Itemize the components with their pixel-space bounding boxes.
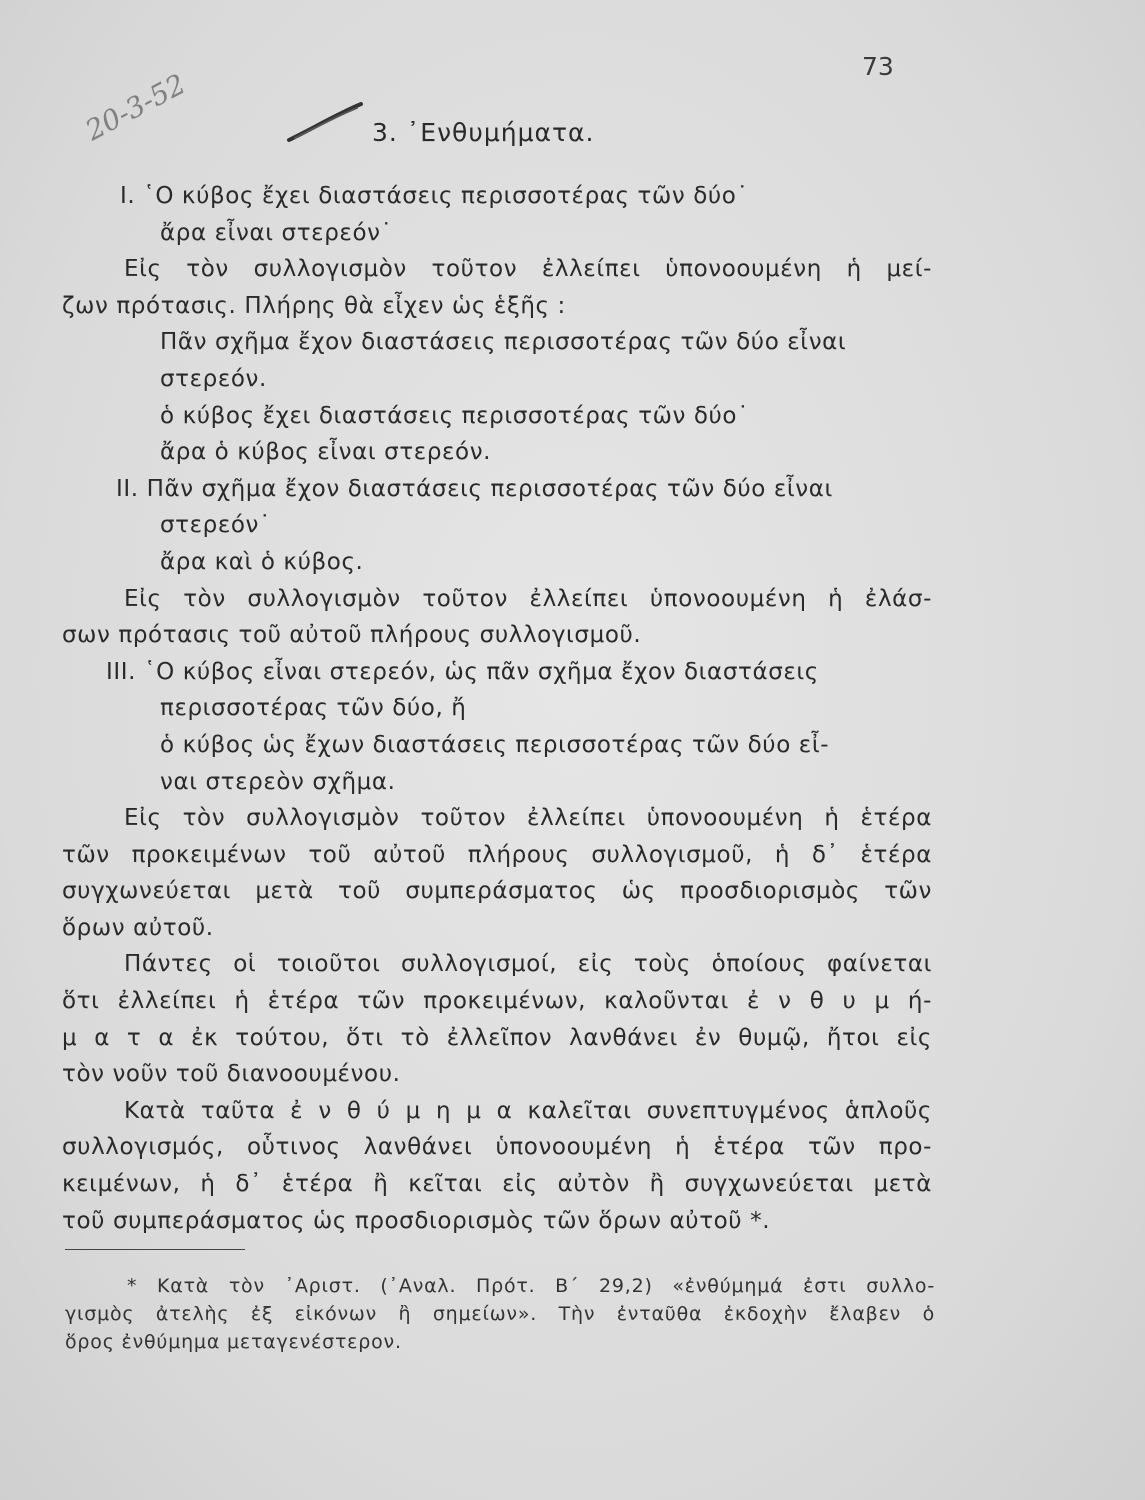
example-i-text: ῾Ο κύβος ἔχει διαστάσεις περισσοτέρας τῶν δύο˙ [143, 183, 749, 209]
footnote-line-3: ὅρος ἐνθύμημα μεταγενέστερον. [65, 1331, 402, 1353]
example-ii-text: Πᾶν σχῆμα ἔχον διαστάσεις περισσοτέρας τῶν δύο εἶναι [146, 475, 833, 502]
example-i-line-1 [62, 178, 932, 215]
page-number: 73 [862, 52, 894, 81]
pen-stroke-mark [285, 100, 365, 150]
section-title: 3. ᾿Ενθυμήματα. [372, 118, 595, 147]
paragraph-4-line-2: ὅτι ἐλλείπει ἡ ἑτέρα τῶν προκειμένων, καλοῦνται ἐ ν θ υ μ ή- [62, 988, 932, 1015]
syllogism-line-4: ἄρα ὁ κύβος εἶναι στερεόν. [160, 439, 492, 466]
example-iii-line-4: ναι στερεὸν σχῆμα. [160, 768, 396, 795]
example-iii-line-3: ὁ κύβος ὡς ἔχων διαστάσεις περισσοτέρας τῶν δύο εἶ- [160, 731, 830, 758]
handwritten-date-annotation [70, 67, 250, 178]
example-ii-line-1 [62, 471, 932, 508]
paragraph-5-line-2: συλλογισμός, οὗτινος λανθάνει ὑπονοουμένη ἡ ἑτέρα τῶν προ- [62, 1134, 932, 1161]
paragraph-1-line-1: Εἰς τὸν συλλογισμὸν τοῦτον ἐλλείπει ὑπονοουμένη ἡ μεί- [124, 256, 932, 283]
paragraph-5-line-4: τοῦ συμπεράσματος ὡς προσδιορισμὸς τῶν ὅρων αὐτοῦ *. [62, 1207, 771, 1234]
paragraph-3-line-1: Εἰς τὸν συλλογισμὸν τοῦτον ἐλλείπει ὑπονοουμένη ἡ ἑτέρα [124, 805, 932, 832]
syllogism-line-1: Πᾶν σχῆμα ἔχον διαστάσεις περισσοτέρας τῶν δύο εἶναι [160, 329, 847, 356]
paragraph-3-line-2: τῶν προκειμένων τοῦ αὐτοῦ πλήρους συλλογισμοῦ, ἡ δ᾿ ἑτέρα [62, 841, 932, 868]
paragraph-3-line-4: ὅρων αὐτοῦ. [62, 914, 214, 941]
syllogism-line-2: στερεόν. [160, 365, 267, 392]
example-iii-label: III. [106, 658, 137, 685]
paragraph-5-line-1: Κατὰ ταῦτα ἐ ν θ ύ μ η μ α καλεῖται συνεπτυγμένος ἁπλοῦς [124, 1097, 932, 1124]
paragraph-4-line-1: Πάντες οἱ τοιοῦτοι συλλογισμοί, εἰς τοὺς ὁποίους φαίνεται [124, 951, 932, 978]
paragraph-3-line-3: συγχωνεύεται μετὰ τοῦ συμπεράσματος ὡς προσδιορισμὸς τῶν [62, 878, 932, 905]
body-text [62, 178, 932, 1239]
example-iii-line-2: περισσοτέρας τῶν δύο, ἤ [160, 695, 467, 722]
handwritten-date: 20-3-52 [80, 67, 191, 148]
paragraph-2-line-2: σων πρότασις τοῦ αὐτοῦ πλήρους συλλογισμοῦ. [62, 622, 642, 649]
footnote-divider [65, 1249, 245, 1250]
footnote-line-1: * Κατὰ τὸν ᾿Αριστ. (᾿Αναλ. Πρότ. Β΄ 29,2) «ἐνθύμημά ἐστι συλλο- [127, 1275, 935, 1297]
footnote [65, 1272, 935, 1356]
paragraph-2-line-1: Εἰς τὸν συλλογισμὸν τοῦτον ἐλλείπει ὑπονοουμένη ἡ ἐλάσ- [124, 585, 932, 612]
example-iii-text: ῾Ο κύβος εἶναι στερεόν, ὡς πᾶν σχῆμα ἔχον διαστάσεις [143, 658, 819, 685]
example-ii-label: II. [116, 475, 139, 502]
paragraph-1-line-2: ζων πρότασις. Πλήρης θὰ εἶχεν ὡς ἑξῆς : [62, 292, 566, 319]
footnote-line-2: γισμὸς ἀτελὴς ἐξ εἰκόνων ἢ σημείων». Τὴν ἐνταῦθα ἐκδοχὴν ἔλαβεν ὁ [65, 1303, 935, 1325]
example-ii-line-2: στερεόν˙ [160, 512, 272, 539]
paragraph-4-line-4: τὸν νοῦν τοῦ διανοουμένου. [62, 1061, 401, 1088]
example-ii-line-3: ἄρα καὶ ὁ κύβος. [160, 548, 364, 575]
paragraph-4-line-3: μ α τ α ἐκ τούτου, ὅτι τὸ ἐλλεῖπον λανθάνει ἐν θυμῷ, ἤτοι εἰς [62, 1024, 932, 1051]
paragraph-5-line-3: κειμένων, ἡ δ᾿ ἑτέρα ἢ κεῖται εἰς αὐτὸν ἢ συγχωνεύεται μετὰ [62, 1171, 932, 1198]
example-i-label: I. [120, 183, 136, 209]
example-iii-line-1 [62, 654, 932, 691]
example-i-line-2: ἄρα εἶναι στερεόν˙ [160, 219, 393, 246]
syllogism-line-3: ὁ κύβος ἔχει διαστάσεις περισσοτέρας τῶν δύο˙ [160, 402, 750, 429]
